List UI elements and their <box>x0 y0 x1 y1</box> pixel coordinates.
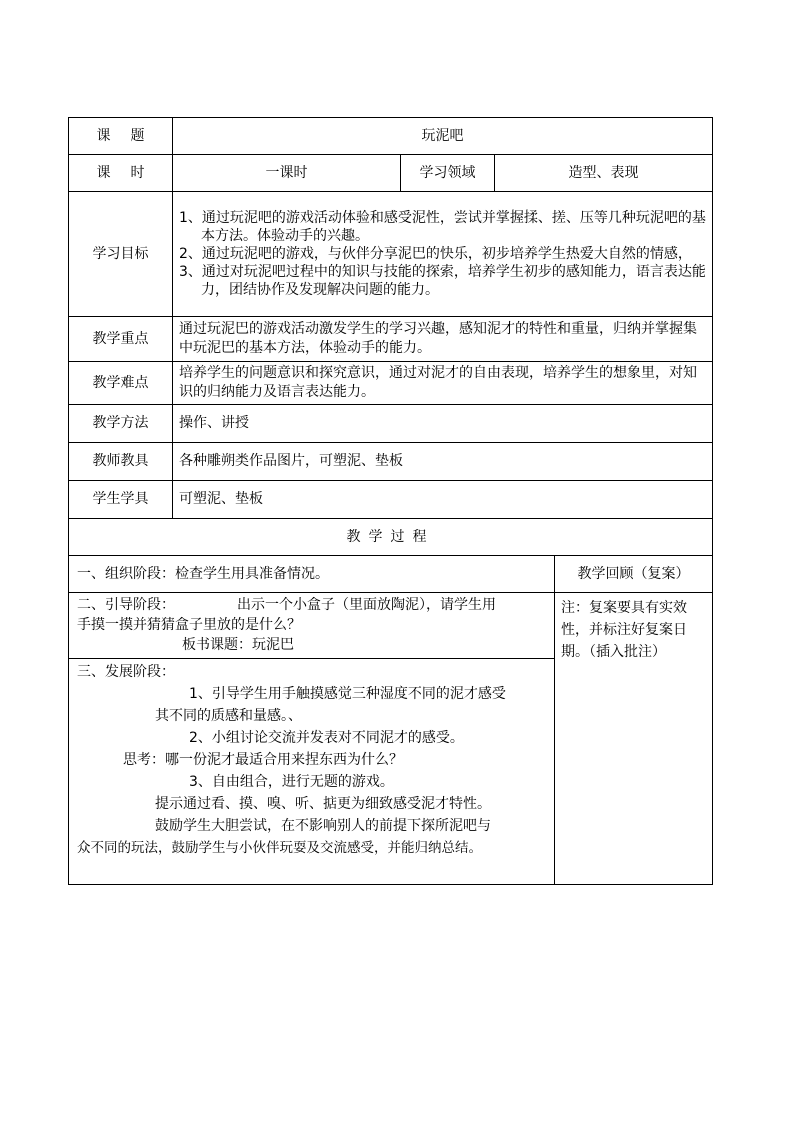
stage3-line: 3、自由组合，进行无题的游戏。 <box>189 774 394 790</box>
stage2-title: 二、引导阶段： <box>77 597 175 613</box>
period-row <box>69 155 713 192</box>
teacher-tools-label: 教师教具 <box>69 443 173 481</box>
process-title: 教学过程 <box>69 519 713 556</box>
methods-label: 教学方法 <box>69 405 173 443</box>
key-points-text: 通过玩泥巴的游戏活动激发学生的学习兴趣，感知泥才的特性和重量，归纳并掌握集中玩泥巴的基本方法，体验动手的能力。 <box>173 317 713 362</box>
stage2-text: 出示一个小盒子（里面放陶泥），请学生用 <box>237 597 496 613</box>
stage1-row <box>69 556 713 593</box>
objectives-label: 学习目标 <box>69 192 173 317</box>
stage3-line: 其不同的质感和量感。、 <box>155 708 302 724</box>
stage3-line: 1、引导学生用手触摸感觉三种湿度不同的泥才感受 <box>189 686 506 702</box>
difficulties-row <box>69 362 713 405</box>
stage3-line: 鼓励学生大胆尝试，在不影响别人的前提下探所泥吧与 <box>155 818 491 834</box>
student-tools-text: 可塑泥、垫板 <box>173 481 713 519</box>
period-value: 一课时 <box>173 155 401 192</box>
review-header: 教学回顾（复案） <box>555 556 713 593</box>
student-tools-label: 学生学具 <box>69 481 173 519</box>
stage2-content <box>69 593 555 659</box>
objectives-row <box>69 192 713 317</box>
objective-item: 2、通过玩泥吧的游戏，与伙伴分享泥巴的快乐，初步培养学生热爱大自然的情感， <box>179 246 692 262</box>
stage3-line: 众不同的玩法，鼓励学生与小伙伴玩耍及交流感受，并能归纳总结。 <box>77 840 482 856</box>
stage3-line: 思考：哪一份泥才最适合用来捏东西为什么？ <box>123 752 403 768</box>
stage3-line: 提示通过看、摸、嗅、听、掂更为细致感受泥才特性。 <box>155 796 491 812</box>
domain-label: 学习领域 <box>401 155 495 192</box>
topic-row <box>69 118 713 155</box>
methods-text: 操作、讲授 <box>173 405 713 443</box>
domain-value: 造型、表现 <box>495 155 713 192</box>
process-title-row <box>69 519 713 556</box>
review-note: 注：复案要具有实效性，并标注好复案日期。（插入批注） <box>555 593 713 885</box>
stage3-content <box>69 659 555 885</box>
stage2-text-line2: 手摸一摸并猜猜盒子里放的是什么？ <box>77 617 301 633</box>
objective-item: 1、通过玩泥吧的游戏活动体验和感受泥性，尝试并掌握揉、搓、压等几种玩泥吧的基本方法。体验动手的兴趣。 <box>179 210 706 244</box>
stage3-line: 2、小组讨论交流并发表对不同泥才的感受。 <box>189 730 464 746</box>
difficulties-label: 教学难点 <box>69 362 173 405</box>
key-points-row <box>69 317 713 362</box>
teacher-tools-text: 各种雕朔类作品图片，可塑泥、垫板 <box>173 443 713 481</box>
stage2-row <box>69 593 713 659</box>
key-points-label: 教学重点 <box>69 317 173 362</box>
lesson-plan-table <box>68 117 713 885</box>
stage2-board-title: 板书课题：玩泥巴 <box>182 637 294 653</box>
student-tools-row <box>69 481 713 519</box>
topic-value: 玩泥吧 <box>173 118 713 155</box>
methods-row <box>69 405 713 443</box>
teacher-tools-row <box>69 443 713 481</box>
difficulties-text: 培养学生的问题意识和探究意识，通过对泥才的自由表现，培养学生的想象里，对知识的归纳能力及语言表达能力。 <box>173 362 713 405</box>
period-label: 课 时 <box>69 155 173 192</box>
stage1-text: 一、组织阶段：检查学生用具准备情况。 <box>69 556 555 593</box>
topic-label: 课 题 <box>69 118 173 155</box>
objective-item: 3、通过对玩泥吧过程中的知识与技能的探索，培养学生初步的感知能力，语言表达能力，团结协作及发现解决问题的能力。 <box>179 264 706 298</box>
stage3-title: 三、发展阶段： <box>77 664 175 680</box>
objectives-content <box>173 192 713 317</box>
